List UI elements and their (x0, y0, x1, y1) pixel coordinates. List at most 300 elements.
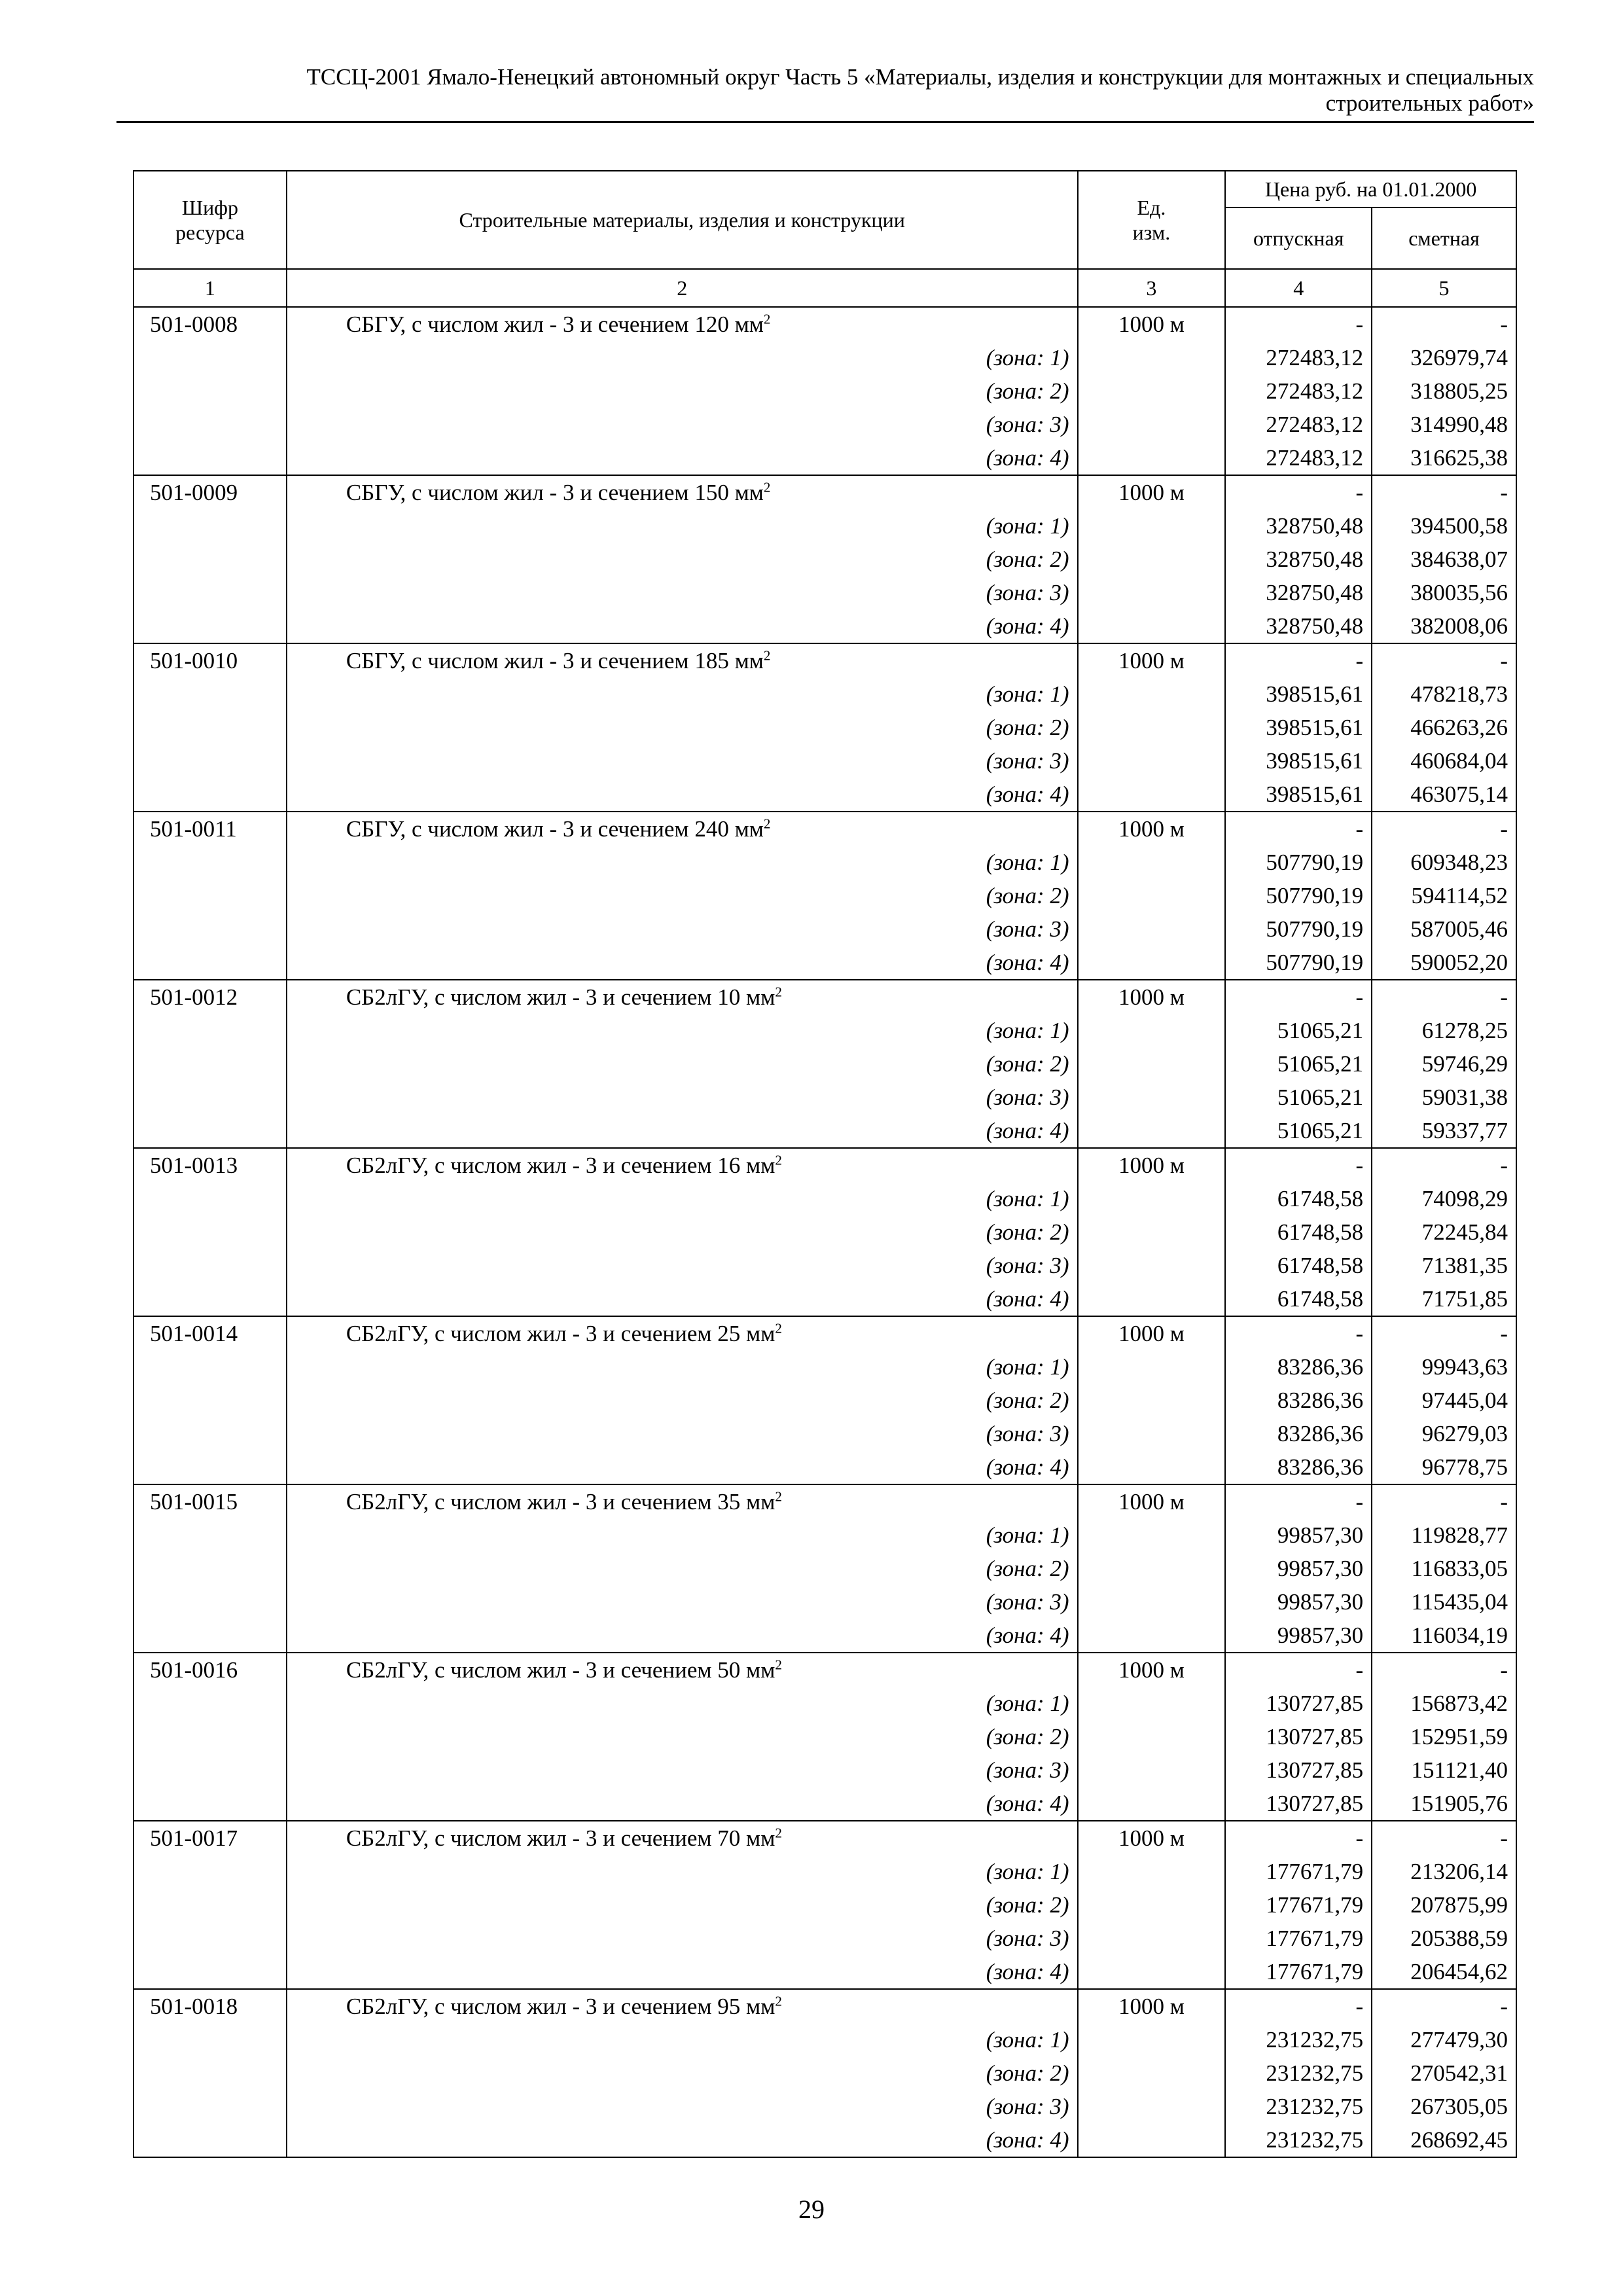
empty-cell (1078, 1182, 1226, 1215)
zone-label: (зона: 1) (287, 1855, 1078, 1888)
zone-release-price: 61748,58 (1225, 1249, 1372, 1282)
unit-of-measure: 1000 м (1078, 980, 1226, 1014)
price-table (133, 170, 1517, 2158)
zone-row (134, 1753, 1516, 1787)
empty-cell (1078, 1014, 1226, 1047)
unit-exponent: 2 (775, 984, 782, 1000)
running-header-line-1: ТССЦ-2001 Ямало-Ненецкий автономный округ Часть 5 «Материалы, изделия и конструкции для монтажных и специальных (306, 64, 1534, 90)
zone-release-price: 130727,85 (1225, 1720, 1372, 1753)
empty-cell (1078, 1518, 1226, 1552)
zone-row (134, 1687, 1516, 1720)
zone-label: (зона: 4) (287, 1955, 1078, 1989)
table-row (134, 980, 1516, 1014)
empty-cell (134, 374, 287, 408)
empty-cell (1078, 1384, 1226, 1417)
estimate-price: - (1372, 1821, 1516, 1855)
empty-cell (1078, 1619, 1226, 1653)
estimate-price: - (1372, 643, 1516, 677)
empty-cell (134, 1720, 287, 1753)
unit-of-measure: 1000 м (1078, 1484, 1226, 1518)
zone-estimate-price: 460684,04 (1372, 744, 1516, 778)
empty-cell (1078, 341, 1226, 374)
zone-label: (зона: 1) (287, 1518, 1078, 1552)
release-price: - (1225, 1821, 1372, 1855)
empty-cell (1078, 1687, 1226, 1720)
unit-of-measure: 1000 м (1078, 643, 1226, 677)
empty-cell (134, 1619, 287, 1653)
zone-estimate-price: 74098,29 (1372, 1182, 1516, 1215)
empty-cell (1078, 2056, 1226, 2090)
zone-label: (зона: 2) (287, 1047, 1078, 1081)
empty-cell (134, 1753, 287, 1787)
zone-label: (зона: 1) (287, 509, 1078, 543)
zone-estimate-price: 97445,04 (1372, 1384, 1516, 1417)
zone-row (134, 1350, 1516, 1384)
empty-cell (1078, 744, 1226, 778)
zone-row (134, 509, 1516, 543)
unit-exponent: 2 (775, 1825, 782, 1841)
release-price: - (1225, 1316, 1372, 1350)
empty-cell (134, 946, 287, 980)
resource-code: 501-0012 (134, 980, 287, 1014)
resource-entry (134, 1316, 1516, 1484)
zone-release-price: 398515,61 (1225, 744, 1372, 778)
zone-label: (зона: 3) (287, 576, 1078, 609)
resource-name-text: СБ2лГУ, с числом жил - 3 и сечением 70 мм (346, 1825, 776, 1851)
estimate-price: - (1372, 1484, 1516, 1518)
empty-cell (134, 509, 287, 543)
zone-estimate-price: 316625,38 (1372, 441, 1516, 475)
zone-row (134, 744, 1516, 778)
empty-cell (134, 609, 287, 643)
zone-release-price: 51065,21 (1225, 1081, 1372, 1114)
zone-estimate-price: 116833,05 (1372, 1552, 1516, 1585)
resource-code: 501-0015 (134, 1484, 287, 1518)
zone-release-price: 328750,48 (1225, 609, 1372, 643)
zone-release-price: 99857,30 (1225, 1552, 1372, 1585)
release-price: - (1225, 307, 1372, 341)
zone-label: (зона: 4) (287, 441, 1078, 475)
resource-entry (134, 980, 1516, 1148)
resource-name (287, 1484, 1078, 1518)
empty-cell (134, 2023, 287, 2056)
resource-code: 501-0016 (134, 1653, 287, 1687)
column-header-estimate-price: сметная (1372, 207, 1516, 269)
estimate-price: - (1372, 812, 1516, 846)
unit-of-measure: 1000 м (1078, 1148, 1226, 1182)
resource-name (287, 307, 1078, 341)
resource-name (287, 1821, 1078, 1855)
running-header (116, 64, 1534, 117)
zone-release-price: 231232,75 (1225, 2090, 1372, 2123)
resource-code: 501-0017 (134, 1821, 287, 1855)
empty-cell (134, 1518, 287, 1552)
zone-row (134, 341, 1516, 374)
zone-row (134, 1417, 1516, 1450)
zone-release-price: 328750,48 (1225, 509, 1372, 543)
zone-label: (зона: 4) (287, 609, 1078, 643)
zone-label: (зона: 4) (287, 1282, 1078, 1316)
zone-estimate-price: 384638,07 (1372, 543, 1516, 576)
zone-label: (зона: 4) (287, 1787, 1078, 1821)
unit-exponent: 2 (763, 816, 771, 832)
empty-cell (1078, 1417, 1226, 1450)
zone-row (134, 2023, 1516, 2056)
zone-release-price: 130727,85 (1225, 1787, 1372, 1821)
zone-release-price: 51065,21 (1225, 1047, 1372, 1081)
empty-cell (1078, 677, 1226, 711)
empty-cell (134, 1350, 287, 1384)
release-price: - (1225, 1484, 1372, 1518)
zone-release-price: 99857,30 (1225, 1518, 1372, 1552)
resource-entry (134, 1821, 1516, 1989)
empty-cell (134, 1215, 287, 1249)
zone-release-price: 61748,58 (1225, 1215, 1372, 1249)
zone-row (134, 1619, 1516, 1653)
zone-estimate-price: 590052,20 (1372, 946, 1516, 980)
column-number: 4 (1225, 269, 1372, 307)
empty-cell (134, 1417, 287, 1450)
zone-label: (зона: 2) (287, 1215, 1078, 1249)
zone-row (134, 1552, 1516, 1585)
zone-row (134, 609, 1516, 643)
resource-entry (134, 1484, 1516, 1653)
resource-entry (134, 812, 1516, 980)
estimate-price: - (1372, 1148, 1516, 1182)
zone-row (134, 1047, 1516, 1081)
zone-estimate-price: 151905,76 (1372, 1787, 1516, 1821)
zone-row (134, 879, 1516, 912)
empty-cell (134, 408, 287, 441)
empty-cell (134, 341, 287, 374)
zone-label: (зона: 4) (287, 1450, 1078, 1484)
estimate-price: - (1372, 1653, 1516, 1687)
zone-row (134, 1855, 1516, 1888)
unit-of-measure: 1000 м (1078, 475, 1226, 509)
resource-code: 501-0014 (134, 1316, 287, 1350)
zone-release-price: 51065,21 (1225, 1014, 1372, 1047)
zone-row (134, 543, 1516, 576)
zone-release-price: 130727,85 (1225, 1687, 1372, 1720)
empty-cell (134, 1182, 287, 1215)
zone-estimate-price: 463075,14 (1372, 778, 1516, 812)
zone-release-price: 507790,19 (1225, 846, 1372, 879)
unit-exponent: 2 (775, 1657, 782, 1673)
zone-label: (зона: 1) (287, 1182, 1078, 1215)
resource-name-text: СБГУ, с числом жил - 3 и сечением 240 мм (346, 816, 764, 842)
zone-label: (зона: 1) (287, 1014, 1078, 1047)
estimate-price: - (1372, 980, 1516, 1014)
resource-entry (134, 475, 1516, 643)
zone-row (134, 1114, 1516, 1148)
column-header-code-line-2: ресурса (175, 221, 245, 244)
empty-cell (1078, 912, 1226, 946)
resource-entry (134, 307, 1516, 475)
empty-cell (1078, 1888, 1226, 1922)
page-number: 29 (798, 2195, 825, 2224)
empty-cell (1078, 543, 1226, 576)
column-number: 1 (134, 269, 287, 307)
running-header-line-2: строительных работ» (1325, 90, 1534, 116)
zone-release-price: 83286,36 (1225, 1384, 1372, 1417)
empty-cell (1078, 2023, 1226, 2056)
zone-row (134, 2056, 1516, 2090)
empty-cell (134, 711, 287, 744)
empty-cell (134, 2123, 287, 2157)
unit-of-measure: 1000 м (1078, 1316, 1226, 1350)
resource-name-text: СБ2лГУ, с числом жил - 3 и сечением 25 мм (346, 1321, 776, 1346)
zone-row (134, 374, 1516, 408)
zone-release-price: 272483,12 (1225, 441, 1372, 475)
empty-cell (1078, 1450, 1226, 1484)
zone-estimate-price: 587005,46 (1372, 912, 1516, 946)
empty-cell (134, 1249, 287, 1282)
zone-label: (зона: 4) (287, 1114, 1078, 1148)
zone-estimate-price: 116034,19 (1372, 1619, 1516, 1653)
zone-release-price: 83286,36 (1225, 1450, 1372, 1484)
zone-release-price: 398515,61 (1225, 677, 1372, 711)
zone-estimate-price: 72245,84 (1372, 1215, 1516, 1249)
zone-estimate-price: 99943,63 (1372, 1350, 1516, 1384)
estimate-price: - (1372, 1989, 1516, 2023)
empty-cell (1078, 509, 1226, 543)
empty-cell (1078, 1249, 1226, 1282)
zone-label: (зона: 4) (287, 778, 1078, 812)
empty-cell (1078, 1955, 1226, 1989)
zone-estimate-price: 96778,75 (1372, 1450, 1516, 1484)
zone-estimate-price: 277479,30 (1372, 2023, 1516, 2056)
zone-estimate-price: 382008,06 (1372, 609, 1516, 643)
unit-exponent: 2 (763, 647, 771, 664)
release-price: - (1225, 475, 1372, 509)
zone-row (134, 1182, 1516, 1215)
table-row (134, 1821, 1516, 1855)
zone-label: (зона: 2) (287, 1552, 1078, 1585)
zone-row (134, 2123, 1516, 2157)
resource-name (287, 1148, 1078, 1182)
empty-cell (1078, 1081, 1226, 1114)
empty-cell (1078, 1282, 1226, 1316)
zone-row (134, 1014, 1516, 1047)
zone-release-price: 177671,79 (1225, 1888, 1372, 1922)
zone-label: (зона: 2) (287, 711, 1078, 744)
zone-estimate-price: 59746,29 (1372, 1047, 1516, 1081)
empty-cell (134, 1384, 287, 1417)
table-row (134, 1484, 1516, 1518)
zone-release-price: 51065,21 (1225, 1114, 1372, 1148)
empty-cell (134, 1014, 287, 1047)
empty-cell (1078, 1855, 1226, 1888)
zone-estimate-price: 314990,48 (1372, 408, 1516, 441)
resource-code: 501-0010 (134, 643, 287, 677)
empty-cell (134, 1585, 287, 1619)
zone-release-price: 83286,36 (1225, 1417, 1372, 1450)
empty-cell (1078, 2123, 1226, 2157)
release-price: - (1225, 1989, 1372, 2023)
zone-estimate-price: 205388,59 (1372, 1922, 1516, 1955)
zone-label: (зона: 3) (287, 408, 1078, 441)
zone-release-price: 231232,75 (1225, 2123, 1372, 2157)
zone-label: (зона: 3) (287, 744, 1078, 778)
zone-row (134, 2090, 1516, 2123)
resource-name (287, 812, 1078, 846)
unit-of-measure: 1000 м (1078, 1821, 1226, 1855)
zone-estimate-price: 59031,38 (1372, 1081, 1516, 1114)
estimate-price: - (1372, 1316, 1516, 1350)
zone-release-price: 272483,12 (1225, 408, 1372, 441)
zone-release-price: 507790,19 (1225, 879, 1372, 912)
resource-entry (134, 643, 1516, 812)
zone-release-price: 231232,75 (1225, 2023, 1372, 2056)
zone-label: (зона: 1) (287, 846, 1078, 879)
empty-cell (134, 1787, 287, 1821)
column-header-price-group: Цена руб. на 01.01.2000 (1225, 171, 1516, 207)
empty-cell (1078, 1215, 1226, 1249)
zone-estimate-price: 156873,42 (1372, 1687, 1516, 1720)
zone-label: (зона: 3) (287, 912, 1078, 946)
resource-code: 501-0011 (134, 812, 287, 846)
resource-entry (134, 1653, 1516, 1821)
zone-row (134, 1518, 1516, 1552)
empty-cell (1078, 1922, 1226, 1955)
zone-row (134, 677, 1516, 711)
resource-name-text: СБГУ, с числом жил - 3 и сечением 120 мм (346, 312, 764, 337)
resource-name (287, 643, 1078, 677)
zone-release-price: 398515,61 (1225, 711, 1372, 744)
zone-estimate-price: 119828,77 (1372, 1518, 1516, 1552)
resource-name-text: СБ2лГУ, с числом жил - 3 и сечением 95 мм (346, 1994, 776, 2019)
zone-label: (зона: 3) (287, 1417, 1078, 1450)
zone-estimate-price: 152951,59 (1372, 1720, 1516, 1753)
empty-cell (134, 2090, 287, 2123)
zone-estimate-price: 151121,40 (1372, 1753, 1516, 1787)
zone-row (134, 1922, 1516, 1955)
zone-estimate-price: 326979,74 (1372, 341, 1516, 374)
table-row (134, 1148, 1516, 1182)
empty-cell (1078, 408, 1226, 441)
empty-cell (1078, 1720, 1226, 1753)
empty-cell (134, 543, 287, 576)
column-header-code-line-1: Шифр (181, 196, 238, 219)
resource-entry (134, 1148, 1516, 1316)
zone-row (134, 946, 1516, 980)
zone-row (134, 1955, 1516, 1989)
empty-cell (134, 576, 287, 609)
empty-cell (1078, 2090, 1226, 2123)
zone-release-price: 177671,79 (1225, 1855, 1372, 1888)
zone-estimate-price: 71751,85 (1372, 1282, 1516, 1316)
empty-cell (134, 1047, 287, 1081)
unit-exponent: 2 (775, 1320, 782, 1336)
resource-code: 501-0009 (134, 475, 287, 509)
zone-row (134, 576, 1516, 609)
empty-cell (1078, 846, 1226, 879)
zone-label: (зона: 2) (287, 543, 1078, 576)
zone-release-price: 507790,19 (1225, 946, 1372, 980)
zone-label: (зона: 2) (287, 374, 1078, 408)
zone-estimate-price: 213206,14 (1372, 1855, 1516, 1888)
zone-release-price: 272483,12 (1225, 374, 1372, 408)
table-header (134, 171, 1516, 307)
zone-release-price: 398515,61 (1225, 778, 1372, 812)
zone-label: (зона: 1) (287, 1687, 1078, 1720)
zone-label: (зона: 3) (287, 1585, 1078, 1619)
empty-cell (134, 1114, 287, 1148)
zone-row (134, 711, 1516, 744)
empty-cell (134, 744, 287, 778)
zone-row (134, 912, 1516, 946)
resource-name (287, 980, 1078, 1014)
column-number: 2 (287, 269, 1078, 307)
zone-row (134, 1585, 1516, 1619)
estimate-price: - (1372, 475, 1516, 509)
resource-name-text: СБ2лГУ, с числом жил - 3 и сечением 16 мм (346, 1153, 776, 1178)
zone-row (134, 846, 1516, 879)
zone-estimate-price: 270542,31 (1372, 2056, 1516, 2090)
zone-label: (зона: 3) (287, 2090, 1078, 2123)
empty-cell (134, 441, 287, 475)
empty-cell (134, 2056, 287, 2090)
table-row (134, 307, 1516, 341)
zone-label: (зона: 1) (287, 341, 1078, 374)
empty-cell (1078, 1552, 1226, 1585)
resource-name (287, 1653, 1078, 1687)
zone-label: (зона: 2) (287, 2056, 1078, 2090)
column-header-code (134, 171, 287, 269)
release-price: - (1225, 812, 1372, 846)
zone-release-price: 231232,75 (1225, 2056, 1372, 2090)
zone-release-price: 130727,85 (1225, 1753, 1372, 1787)
zone-row (134, 1081, 1516, 1114)
empty-cell (134, 1922, 287, 1955)
zone-estimate-price: 115435,04 (1372, 1585, 1516, 1619)
unit-of-measure: 1000 м (1078, 1653, 1226, 1687)
empty-cell (1078, 1114, 1226, 1148)
column-header-unit-line-1: Ед. (1137, 196, 1166, 219)
zone-row (134, 1720, 1516, 1753)
resource-name (287, 475, 1078, 509)
resource-name-text: СБ2лГУ, с числом жил - 3 и сечением 35 мм (346, 1489, 776, 1515)
table-row (134, 812, 1516, 846)
empty-cell (134, 912, 287, 946)
resource-code: 501-0013 (134, 1148, 287, 1182)
release-price: - (1225, 980, 1372, 1014)
zone-label: (зона: 3) (287, 1081, 1078, 1114)
unit-exponent: 2 (775, 1488, 782, 1505)
empty-cell (1078, 1753, 1226, 1787)
zone-estimate-price: 207875,99 (1372, 1888, 1516, 1922)
empty-cell (134, 1855, 287, 1888)
column-number: 5 (1372, 269, 1516, 307)
zone-release-price: 99857,30 (1225, 1585, 1372, 1619)
empty-cell (134, 1955, 287, 1989)
unit-exponent: 2 (775, 1152, 782, 1168)
empty-cell (134, 846, 287, 879)
empty-cell (134, 879, 287, 912)
column-header-release-price: отпускная (1225, 207, 1372, 269)
unit-exponent: 2 (775, 1993, 782, 2009)
unit-exponent: 2 (763, 479, 771, 495)
table-row (134, 1989, 1516, 2023)
resource-entry (134, 1989, 1516, 2157)
zone-label: (зона: 2) (287, 1888, 1078, 1922)
unit-exponent: 2 (763, 311, 771, 327)
zone-label: (зона: 3) (287, 1753, 1078, 1787)
zone-row (134, 1249, 1516, 1282)
zone-estimate-price: 478218,73 (1372, 677, 1516, 711)
zone-release-price: 61748,58 (1225, 1282, 1372, 1316)
release-price: - (1225, 643, 1372, 677)
